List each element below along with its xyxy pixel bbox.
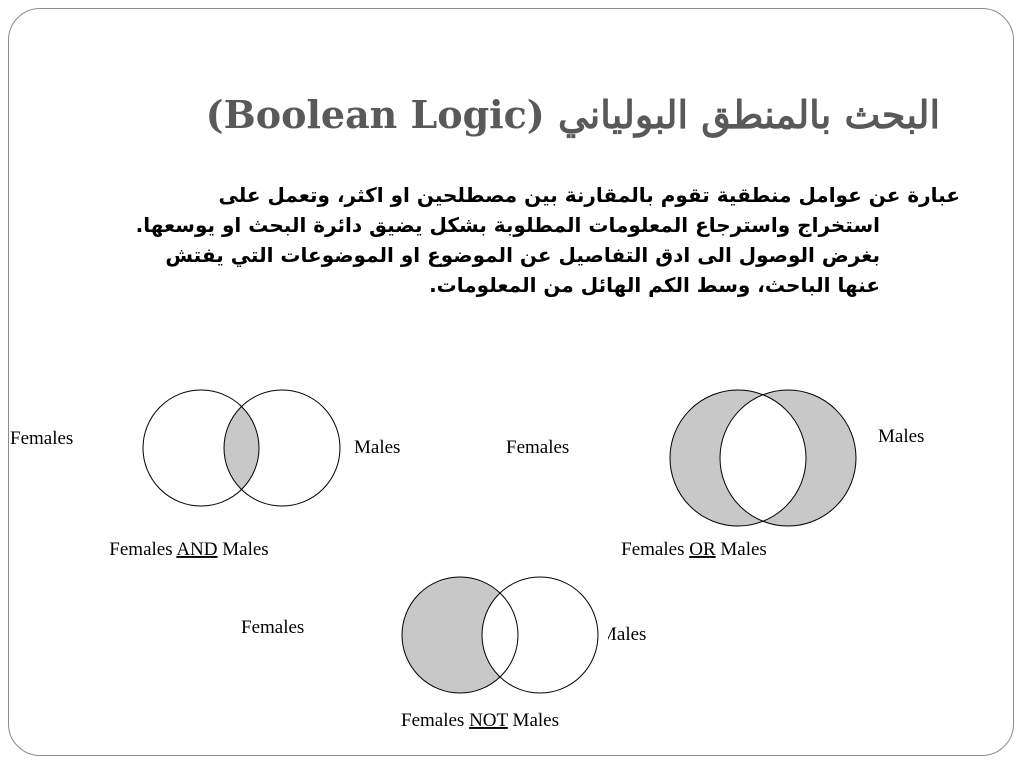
slide-title: البحث بالمنطق البولياني (Boolean Logic) bbox=[205, 92, 940, 137]
body-line-3: بغرض الوصول الى ادق التفاصيل عن الموضوع او الموضوعات التي يفتش bbox=[165, 243, 880, 267]
venn-or bbox=[506, 390, 924, 560]
venn-and bbox=[10, 390, 400, 560]
venn-and-operator: AND bbox=[176, 539, 218, 560]
venn-not-males-label: Males bbox=[600, 624, 647, 645]
venn-not-males-label-clip bbox=[600, 624, 646, 645]
venn-not-females-label: Females bbox=[241, 617, 305, 638]
venn-or-caption: Females OR Males bbox=[621, 539, 767, 560]
venn-or-males-label: Males bbox=[878, 426, 925, 447]
venn-not bbox=[241, 577, 646, 731]
body-line-2: استخراج واسترجاع المعلومات المطلوبة بشكل يضيق دائرة البحث او يوسعها. bbox=[135, 213, 880, 237]
venn-and-males-label: Males bbox=[354, 437, 401, 458]
venn-and-caption: Females AND Males bbox=[109, 539, 269, 560]
venn-not-operator: NOT bbox=[469, 710, 508, 731]
venn-or-females-label: Females bbox=[506, 437, 570, 458]
venn-and-intersection-fill bbox=[224, 390, 340, 506]
venn-not-caption: Females NOT Males bbox=[401, 710, 559, 731]
venn-or-operator: OR bbox=[689, 539, 716, 560]
venn-not-females-only-fill bbox=[402, 577, 518, 693]
venn-and-females-label: Females bbox=[10, 428, 74, 449]
body-line-1: عبارة عن عوامل منطقية تقوم بالمقارنة بين مصطلحين او اكثر، وتعمل على bbox=[218, 183, 960, 207]
body-line-4: عنها الباحث، وسط الكم الهائل من المعلومات. bbox=[429, 273, 880, 297]
